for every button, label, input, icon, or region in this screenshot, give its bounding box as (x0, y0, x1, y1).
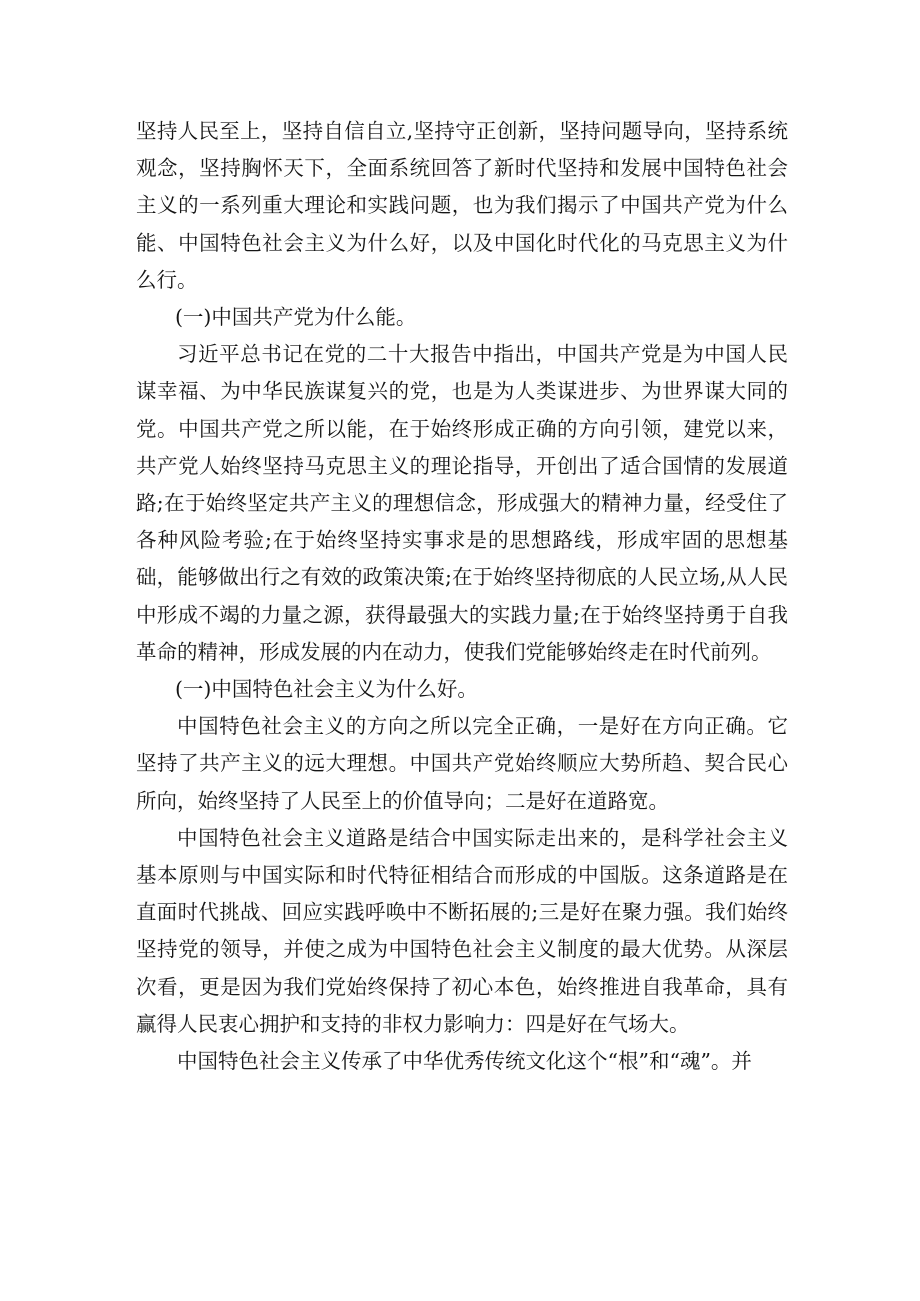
document-body (136, 113, 788, 1080)
paragraph-party-why-capable: 习近平总书记在党的二十大报告中指出，中国共产党是为中国人民谋幸福、为中华民族谋复兴的党，也是为人类谋进步、为世界谋大同的党。中国共产党之所以能，在于始终形成正确的方向引领，建党以来，共产党人始终坚持马克思主义的理论指导，开创出了适合国情的发展道路;在于始终坚定共产主义的理想信念，形成强大的精神力量，经受住了各种风险考验;在于始终坚持实事求是的思想路线，形成牢固的思想基础，能够做出行之有效的政策决策;在于始终坚持彻底的人民立场,从人民中形成不竭的力量之源，获得最强大的实践力量;在于始终坚持勇于自我革命的精神，形成发展的内在动力，使我们党能够始终走在时代前列。 (136, 342, 788, 664)
paragraph-socialism-direction: 中国特色社会主义的方向之所以完全正确，一是好在方向正确。它坚持了共产主义的远大理想。中国共产党始终顺应大势所趋、契合民心所向，始终坚持了人民至上的价值导向；二是好在道路宽。 (136, 714, 788, 813)
section-heading-party: (一)中国共产党为什么能。 (174, 305, 417, 330)
paragraph-socialism-culture: 中国特色社会主义传承了中华优秀传统文化这个“根”和“魂”。并 (177, 1049, 752, 1074)
section-heading-socialism: (一)中国特色社会主义为什么好。 (174, 677, 478, 702)
paragraph-socialism-road: 中国特色社会主义道路是结合中国实际走出来的，是科学社会主义基本原则与中国实际和时代特征相结合而形成的中国版。这条道路是在直面时代挑战、回应实践呼唤中不断拓展的;三是好在聚力强。我们始终坚持党的领导，并使之成为中国特色社会主义制度的最大优势。从深层次看，更是因为我们党始终保持了初心本色，始终推进自我革命，具有赢得人民衷心拥护和支持的非权力影响力：四是好在气场大。 (136, 825, 788, 1036)
paragraph-intro-continued: 坚持人民至上，坚持自信自立,坚持守正创新，坚持问题导向，坚持系统观念，坚持胸怀天下，全面系统回答了新时代坚持和发展中国特色社会主义的一系列重大理论和实践问题，也为我们揭示了中国共产党为什么能、中国特色社会主义为什么好，以及中国化时代化的马克思主义为什么行。 (136, 119, 788, 292)
